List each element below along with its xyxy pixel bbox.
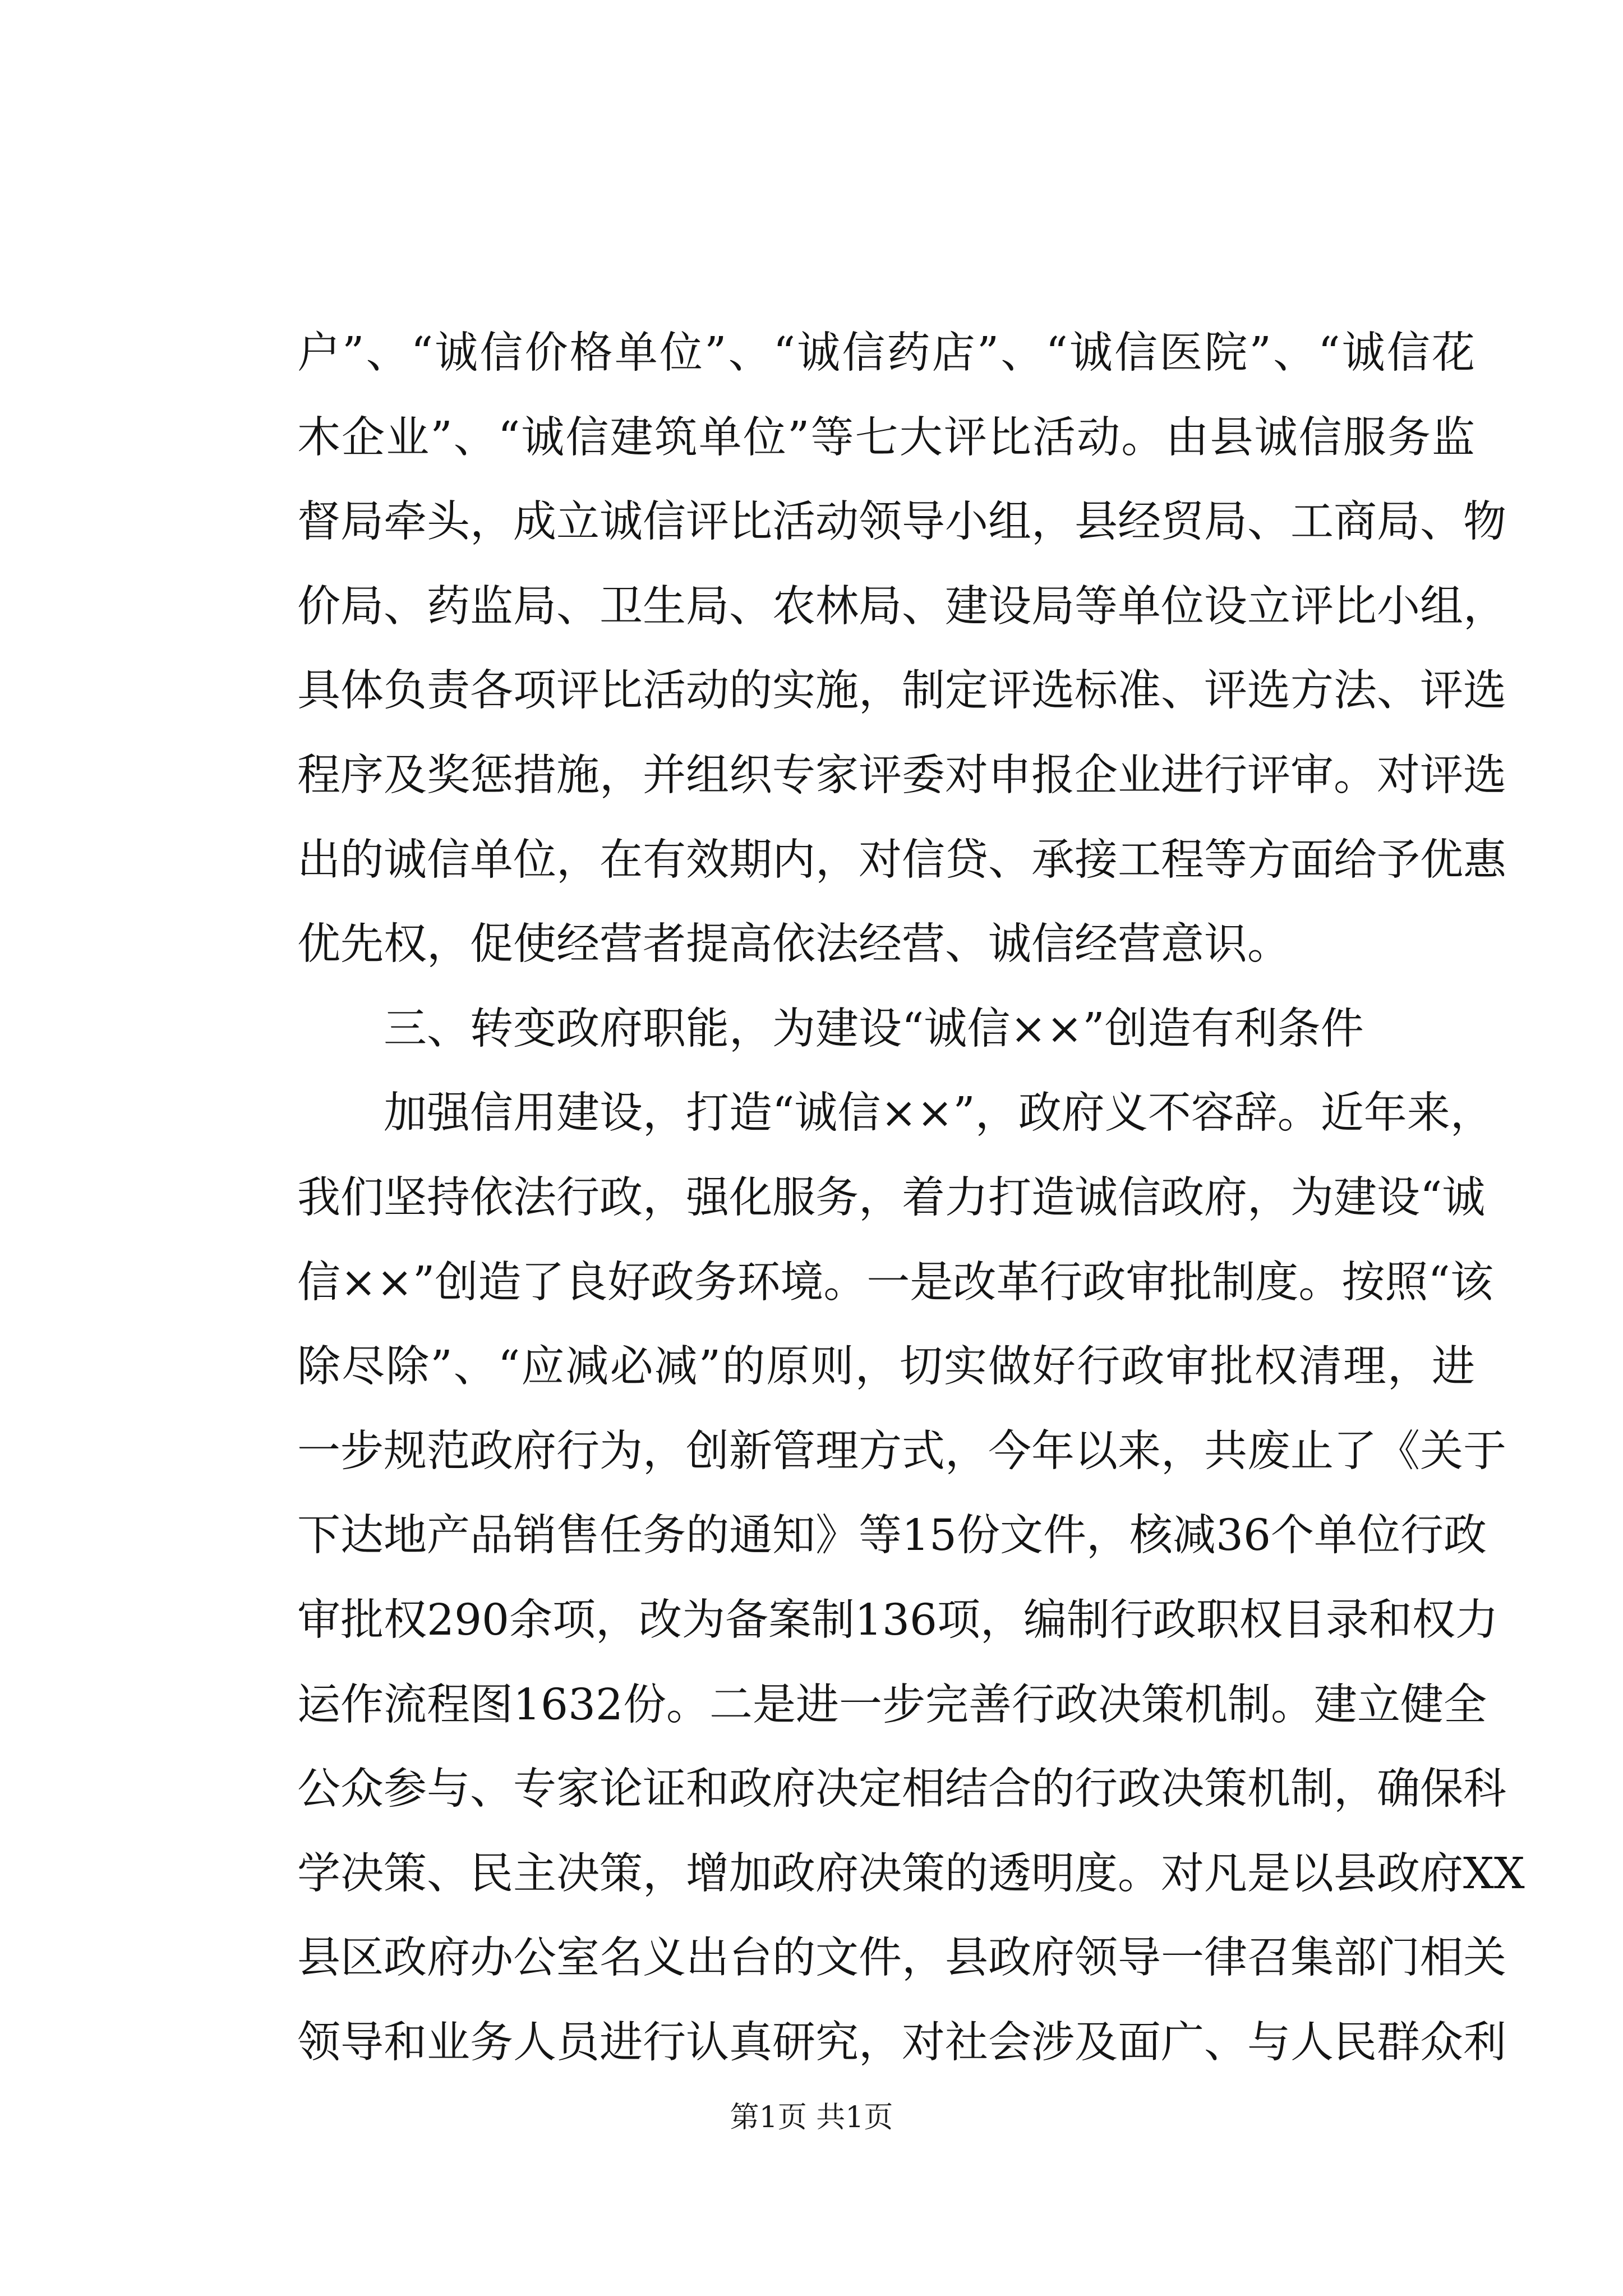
text-line: 具体负责各项评比活动的实施，制定评选标准、评选方法、评选 — [297, 666, 1506, 716]
page-number: 第1页 共1页 — [730, 2101, 893, 2134]
text-line: 学决策、民主决策，增加政府决策的透明度。对凡是以县政府XX — [297, 1848, 1525, 1899]
text-line: 价局、药监局、卫生局、农林局、建设局等单位设立评比小组， — [297, 581, 1506, 632]
text-line: 领导和业务人员进行认真研究，对社会涉及面广、与人民群众利 — [297, 2017, 1506, 2068]
text-line: 一步规范政府行为，创新管理方式，今年以来，共废止了《关于 — [297, 1426, 1506, 1476]
text-line: 督局牵头，成立诚信评比活动领导小组，县经贸局、工商局、物 — [297, 497, 1506, 547]
text-line: 运作流程图1632份。二是进一步完善行政决策机制。建立健全 — [297, 1680, 1487, 1730]
text-line: 审批权290余项，改为备案制136项，编制行政职权目录和权力 — [297, 1595, 1498, 1645]
text-line: 公众参与、专家论证和政府决定相结合的行政决策机制，确保科 — [297, 1764, 1506, 1815]
text-line: 木企业”、“诚信建筑单位”等七大评比活动。由县诚信服务监 — [297, 412, 1475, 463]
text-line: 我们坚持依法行政，强化服务，着力打造诚信政府，为建设“诚 — [297, 1172, 1486, 1223]
page-footer — [0, 2098, 1623, 2137]
text-line: 除尽除”、“应减必减”的原则，切实做好行政审批权清理，进 — [297, 1342, 1475, 1392]
text-line: 加强信用建设，打造“诚信××”，政府义不容辞。近年来， — [297, 1088, 1493, 1139]
text-line: 户”、“诚信价格单位”、“诚信药店”、“诚信医院”、“诚信花 — [297, 328, 1475, 378]
section-heading: 三、转变政府职能，为建设“诚信××”创造有利条件 — [297, 1004, 1364, 1054]
text-line: 县区政府办公室名义出台的文件，县政府领导一律召集部门相关 — [297, 1933, 1506, 1984]
text-line: 优先权，促使经营者提高依法经营、诚信经营意识。 — [297, 919, 1290, 970]
text-line: 出的诚信单位，在有效期内，对信贷、承接工程等方面给予优惠 — [297, 835, 1506, 885]
text-line: 信××”创造了良好政务环境。一是改革行政审批制度。按照“该 — [297, 1257, 1493, 1308]
text-line: 程序及奖惩措施，并组织专家评委对申报企业进行评审。对评选 — [297, 750, 1506, 800]
text-line: 下达地产品销售任务的通知》等15份文件，核减36个单位行政 — [297, 1511, 1487, 1561]
body-text — [297, 311, 1525, 2085]
